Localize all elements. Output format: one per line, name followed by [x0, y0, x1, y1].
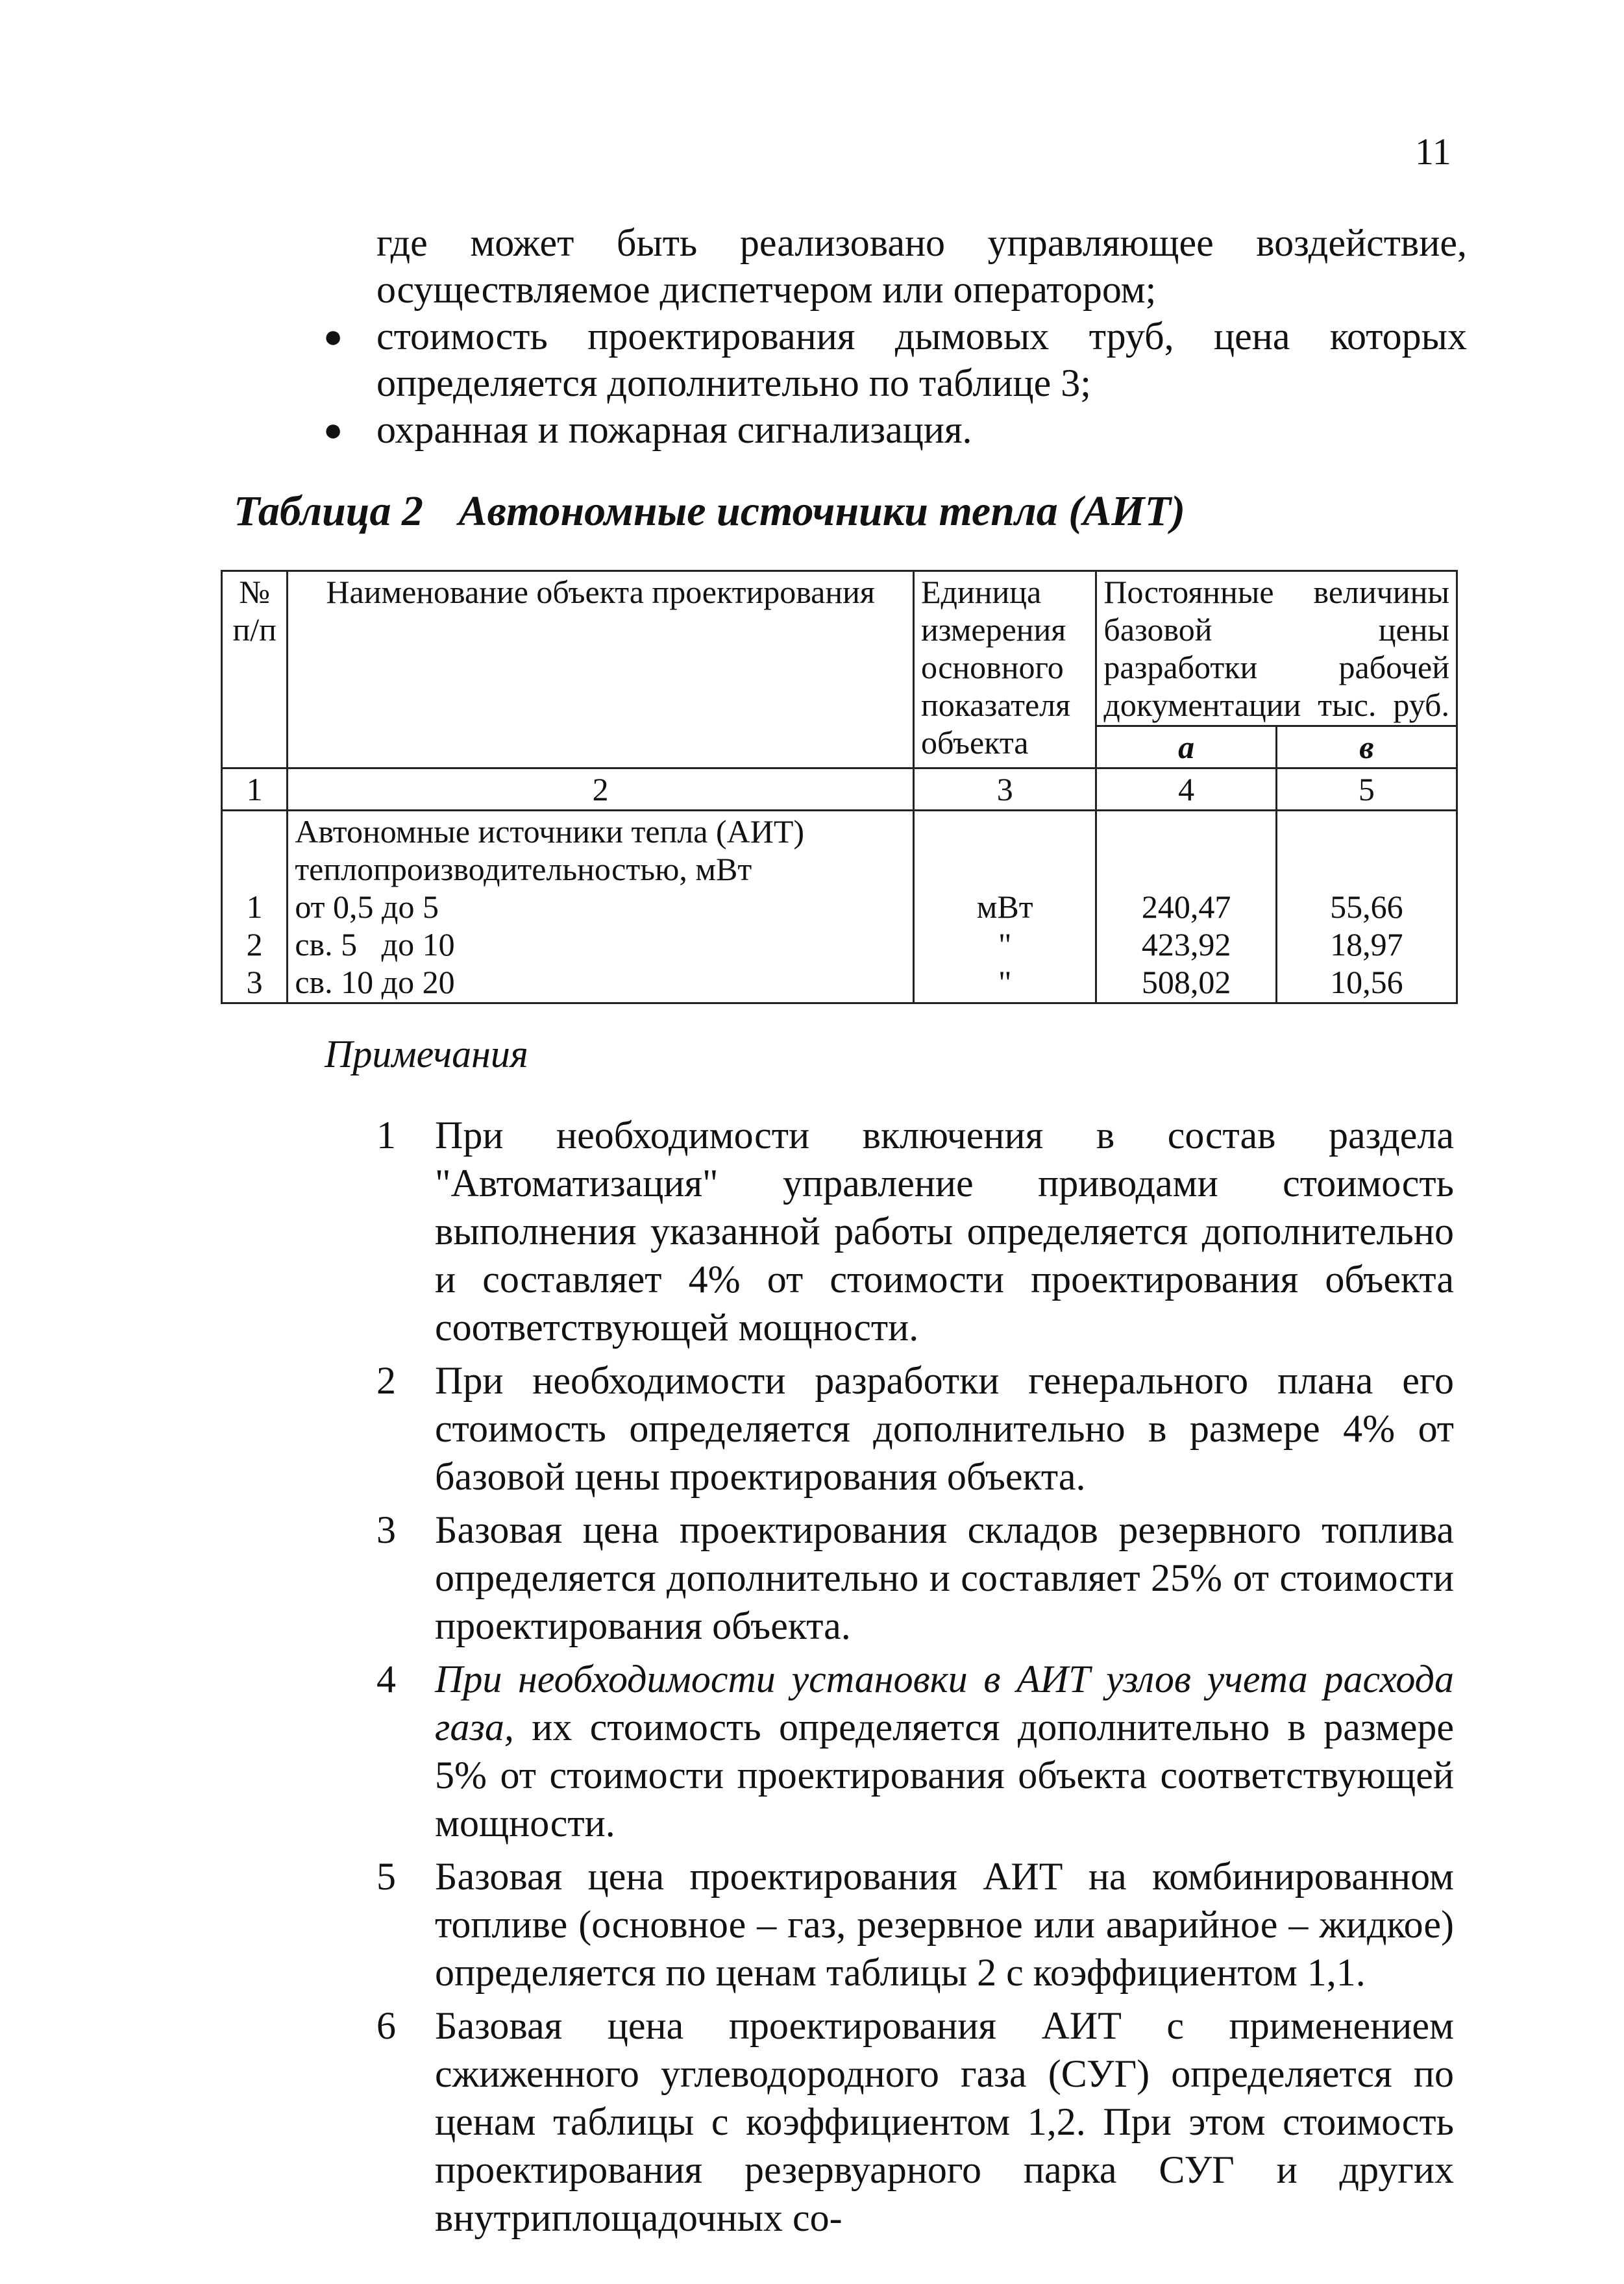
- row-value-a: 508,02: [1141, 964, 1231, 1000]
- note-item: [363, 2002, 1454, 2242]
- note-text: Базовая цена проектирования АИТ на комбинированном топливе (основное – газ, резервное или аварийное – жидкое) определяется по ценам таблицы 2 с коэффициентом 1,1.: [435, 1855, 1454, 1994]
- note-item: [363, 1506, 1454, 1650]
- row-name: св. 5 до 10: [295, 926, 455, 963]
- index-cell: 2: [288, 768, 914, 811]
- note-item: [363, 1111, 1454, 1351]
- bullet-icon: ●: [323, 411, 343, 448]
- bullet-icon: ●: [323, 318, 343, 354]
- notes-list: [363, 1111, 1454, 2247]
- note-text: При необходимости включения в состав раздела "Автоматизация" управление приводами стоимость выполнения указанной работы определяется дополнительно и составляет 4% от стоимости проектирования объекта соответствующей мощности.: [435, 1114, 1454, 1349]
- note-number: 4: [376, 1658, 396, 1701]
- index-cell: 5: [1276, 768, 1457, 811]
- row-name: от 0,5 до 5: [295, 889, 439, 925]
- price-table: [221, 570, 1458, 1004]
- note-text: При необходимости разработки генерального плана его стоимость определяется дополнительно в размере 4% от базовой цены проектирования объекта.: [435, 1359, 1454, 1498]
- note-item: [363, 1357, 1454, 1501]
- name-column: [288, 811, 914, 1003]
- unit-column: [913, 811, 1096, 1003]
- note-text: их стоимость определяется дополнительно в размере 5% от стоимости проектирования объекта соответствующей мощности.: [435, 1706, 1454, 1845]
- row-name: св. 10 до 20: [295, 964, 455, 1000]
- table-caption-title: Автономные источники тепла (АИТ): [458, 487, 1185, 535]
- bullet-text: охранная и пожарная сигнализация.: [376, 408, 972, 451]
- intro-bullet-list: [305, 313, 1467, 453]
- row-value-a: 423,92: [1141, 926, 1231, 963]
- index-cell: 1: [222, 768, 288, 811]
- value-a-column: [1096, 811, 1276, 1003]
- header-name: Наименование объекта проектирования: [288, 571, 914, 768]
- row-value-a: 240,47: [1141, 889, 1231, 925]
- note-item: [363, 1655, 1454, 1847]
- note-text-italic: При необходимости установки в АИТ узлов учета расхода газа,: [435, 1658, 1454, 1749]
- note-item: [363, 1852, 1454, 1996]
- note-number: 6: [376, 2004, 396, 2047]
- row-num: 2: [246, 926, 263, 963]
- row-value-b: 10,56: [1330, 964, 1403, 1000]
- index-cell: 3: [913, 768, 1096, 811]
- bullet-item: [305, 406, 1467, 453]
- intro-continuation: где может быть реализовано управляющее воздействие, осуществляемое диспетчером или оператором;: [376, 221, 1467, 311]
- page-number: 11: [1415, 130, 1451, 173]
- table-caption: [234, 487, 1185, 536]
- index-cell: 4: [1096, 768, 1276, 811]
- row-value-b: 18,97: [1330, 926, 1403, 963]
- row-unit: ": [998, 926, 1012, 963]
- note-number: 3: [376, 1508, 396, 1551]
- row-num: 1: [246, 889, 263, 925]
- header-sub-b: в: [1276, 726, 1457, 768]
- notes-title: Примечания: [325, 1033, 528, 1075]
- bullet-text: стоимость проектирования дымовых труб, цена которых определяется дополнительно по таблице 3;: [376, 315, 1467, 404]
- row-unit: мВт: [976, 889, 1033, 925]
- header-num: № п/п: [222, 571, 288, 768]
- note-number: 1: [376, 1114, 396, 1157]
- table-data-row: [222, 811, 1457, 1003]
- header-sub-a: а: [1096, 726, 1276, 768]
- table-header-row: [222, 571, 1457, 726]
- bullet-item: [305, 313, 1467, 406]
- header-unit: Единица измерения основного показателя объекта: [913, 571, 1096, 768]
- table-caption-number: Таблица 2: [234, 487, 424, 535]
- note-text: Базовая цена проектирования АИТ с применением сжиженного углеводородного газа (СУГ) определяется по ценам таблицы с коэффициентом 1,2. При этом стоимость проектирования резервуарного парка СУГ и других внутриплощадочных со-: [435, 2004, 1454, 2239]
- note-number: 2: [376, 1359, 396, 1402]
- note-number: 5: [376, 1855, 396, 1898]
- num-column: [222, 811, 288, 1003]
- table-index-row: [222, 768, 1457, 811]
- group-title: Автономные источники тепла (АИТ) теплопроизводительностью, мВт: [295, 813, 805, 887]
- row-num: 3: [246, 964, 263, 1000]
- row-value-b: 55,66: [1330, 889, 1403, 925]
- note-text: Базовая цена проектирования складов резервного топлива определяется дополнительно и составляет 25% от стоимости проектирования объекта.: [435, 1508, 1454, 1647]
- intro-text: [305, 219, 1467, 453]
- value-b-column: [1276, 811, 1457, 1003]
- header-price: Постоянные величины базовой цены разработки рабочей документации тыс. руб.: [1096, 571, 1457, 726]
- row-unit: ": [998, 964, 1012, 1000]
